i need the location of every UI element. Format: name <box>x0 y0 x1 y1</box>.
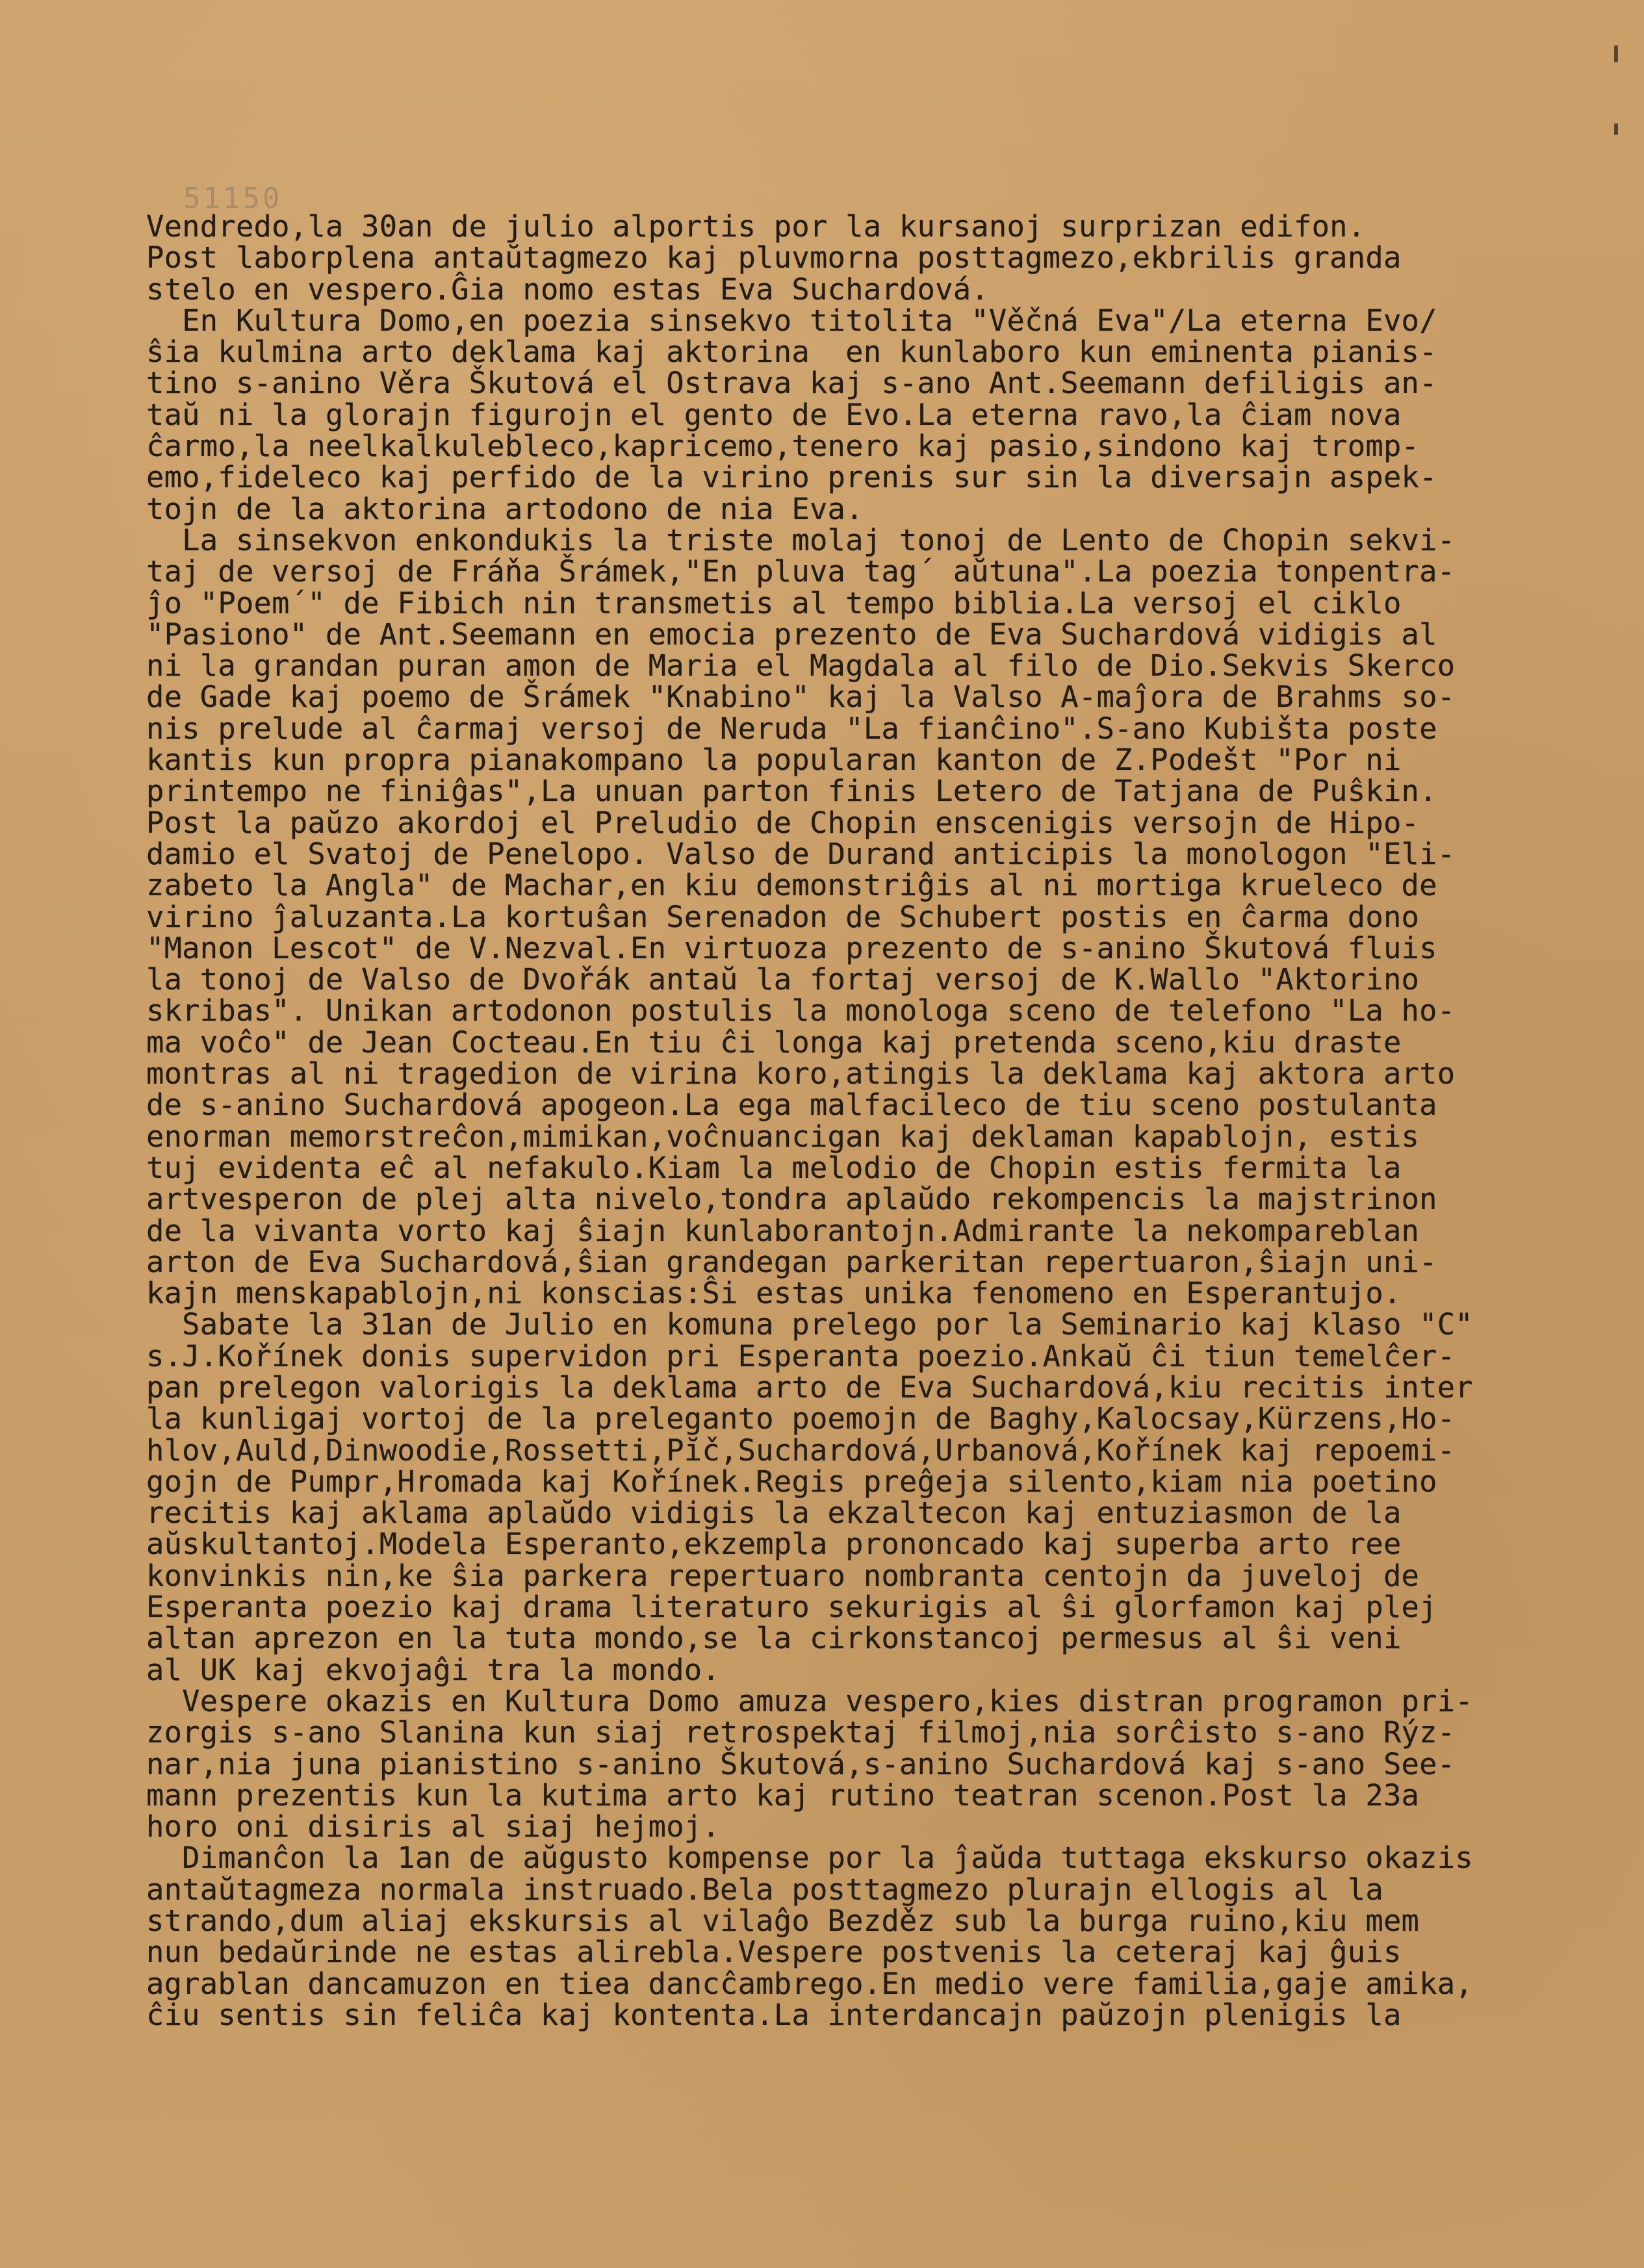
text-line: pan prelegon valorigis la deklama arto de Eva Suchardová,kiu recitis inter <box>146 1370 1473 1405</box>
text-line: ni la grandan puran amon de Maria el Magdala al filo de Dio.Sekvis Skerco <box>146 648 1456 683</box>
text-line: damio el Svatoj de Penelopo. Valso de Durand anticipis la monologon "Eli- <box>146 836 1456 871</box>
text-line: zabeto la Angla" de Machar,en kiu demonstriĝis al ni mortiga krueleco de <box>146 868 1437 903</box>
text-line: ĵo "Poem´" de Fibich nin transmetis al tempo biblia.La versoj el ciklo <box>146 585 1402 620</box>
text-line: Vespere okazis en Kultura Domo amuza vespero,kies distran programon pri- <box>146 1683 1473 1718</box>
text-line: Dimanĉon la 1an de aŭgusto kompense por la ĵaŭda tuttaga ekskurso okazis <box>146 1841 1473 1876</box>
text-line: nar,nia juna pianistino s-anino Škutová,s-anino Suchardová kaj s-ano See- <box>146 1746 1456 1781</box>
text-line: la kunligaj vortoj de la preleganto poemojn de Baghy,Kalocsay,Kürzens,Ho- <box>146 1401 1456 1436</box>
text-line: "Pasiono" de Ant.Seemann en emocia prezento de Eva Suchardová vidigis al <box>146 617 1437 652</box>
text-line: de s-anino Suchardová apogeon.La ega malfacileco de tiu sceno postulanta <box>146 1088 1437 1123</box>
text-line: de Gade kaj poemo de Šrámek "Knabino" kaj la Valso A-maĵora de Brahms so- <box>146 680 1456 715</box>
text-line: aŭskultantoj.Modela Esperanto,ekzempla prononcado kaj superba arto ree <box>146 1527 1402 1562</box>
text-line: Post la paŭzo akordoj el Preludio de Chopin enscenigis versojn de Hipo- <box>146 805 1420 840</box>
text-line: Sabate la 31an de Julio en komuna prelego por la Seminario kaj klaso "C" <box>146 1307 1473 1342</box>
text-line: strando,dum aliaj ekskursis al vilaĝo Bezděz sub la burga ruino,kiu mem <box>146 1904 1420 1939</box>
text-line: nun bedaŭrinde ne estas alirebla.Vespere postvenis la ceteraj kaj ĝuis <box>146 1935 1402 1970</box>
text-line: taŭ ni la glorajn figurojn el gento de Evo.La eterna ravo,la ĉiam nova <box>146 397 1402 432</box>
text-line: altan aprezon en la tuta mondo,se la cirkonstancoj permesus al ŝi veni <box>146 1621 1402 1656</box>
text-line: tuj evidenta eĉ al nefakulo.Kiam la melodio de Chopin estis fermita la <box>146 1150 1402 1185</box>
text-line: konvinkis nin,ke ŝia parkera repertuaro nombranta centojn da juveloj de <box>146 1558 1420 1593</box>
text-line: recitis kaj aklama aplaŭdo vidigis la ekzaltecon kaj entuziasmon de la <box>146 1496 1402 1531</box>
text-line: tojn de la aktorina artodono de nia Eva. <box>146 491 864 526</box>
text-line: montras al ni tragedion de virina koro,atingis la deklama kaj aktora arto <box>146 1056 1456 1091</box>
text-line: En Kultura Domo,en poezia sinsekvo titolita "Věčná Eva"/La eterna Evo/ <box>146 303 1437 338</box>
text-line: Post laborplena antaŭtagmezo kaj pluvmorna posttagmezo,ekbrilis granda <box>146 240 1402 275</box>
text-line: mann prezentis kun la kutima arto kaj rutino teatran scenon.Post la 23a <box>146 1777 1420 1813</box>
text-line: de la vivanta vorto kaj ŝiajn kunlaborantojn.Admirante la nekompareblan <box>146 1213 1420 1248</box>
text-line: printempo ne finiĝas",La unuan parton finis Letero de Tatjana de Puŝkin. <box>146 774 1437 809</box>
text-line: tino s-anino Věra Škutová el Ostrava kaj s-ano Ant.Seemann defiligis an- <box>146 366 1437 401</box>
text-line: taj de versoj de Fráňa Šrámek,"En pluva tag´ aŭtuna".La poezia tonpentra- <box>146 554 1456 589</box>
page-edge-mark <box>1614 45 1618 62</box>
text-line: "Manon Lescot" de V.Nezval.En virtuoza prezento de s-anino Škutová fluis <box>146 930 1437 965</box>
text-line: emo,fideleco kaj perfido de la virino prenis sur sin la diversajn aspek- <box>146 460 1437 495</box>
text-line: agrablan dancamuzon en tiea dancĉambrego.En medio vere familia,gaje amika, <box>146 1966 1473 2001</box>
typewritten-text-body <box>146 211 1550 2031</box>
text-line: enorman memorstreĉon,mimikan,voĉnuancigan kaj deklaman kapablojn, estis <box>146 1119 1420 1154</box>
text-line: nis prelude al ĉarmaj versoj de Neruda "La fianĉino".S-ano Kubišta poste <box>146 711 1437 746</box>
text-line: Esperanta poezio kaj drama literaturo sekurigis al ŝi glorfamon kaj plej <box>146 1590 1437 1625</box>
text-line: ŝia kulmina arto deklama kaj aktorina en kunlaboro kun eminenta pianis- <box>146 335 1437 370</box>
text-line: gojn de Pumpr,Hromada kaj Kořínek.Regis preĝeja silento,kiam nia poetino <box>146 1464 1437 1499</box>
text-line: kantis kun propra pianakompano la popularan kanton de Z.Podešt "Por ni <box>146 743 1402 778</box>
text-line: zorgis s-ano Slanina kun siaj retrospektaj filmoj,nia sorĉisto s-ano Rýz- <box>146 1715 1456 1750</box>
text-line: ĉarmo,la neelkalkulebleco,kapricemo,tenero kaj pasio,sindono kaj tromp- <box>146 429 1420 464</box>
text-line: La sinsekvon enkondukis la triste molaj tonoj de Lento de Chopin sekvi- <box>146 522 1456 557</box>
page-edge-mark <box>1614 123 1618 135</box>
text-line: kajn menskapablojn,ni konscias:Ŝi estas unika fenomeno en Esperantujo. <box>146 1276 1402 1311</box>
text-line: Vendredo,la 30an de julio alportis por la kursanoj surprizan edifon. <box>146 209 1366 244</box>
text-line: la tonoj de Valso de Dvořák antaŭ la fortaj versoj de K.Wallo "Aktorino <box>146 962 1420 997</box>
text-line: ĉiu sentis sin feliĉa kaj kontenta.La interdancajn paŭzojn plenigis la <box>146 1997 1402 2032</box>
text-line: horo oni disiris al siaj hejmoj. <box>146 1809 720 1844</box>
text-line: s.J.Kořínek donis supervidon pri Esperanta poezio.Ankaŭ ĉi tiun temelĉer- <box>146 1338 1456 1373</box>
text-line: skribas". Unikan artodonon postulis la monologa sceno de telefono "La ho- <box>146 993 1456 1028</box>
text-line: al UK kaj ekvojaĝi tra la mondo. <box>146 1652 720 1687</box>
text-line: hlov,Auld,Dinwoodie,Rossetti,Pĭč,Suchardová,Urbanová,Kořínek kaj repoemi- <box>146 1433 1456 1468</box>
text-line: stelo en vespero.Ĝia nomo estas Eva Suchardová. <box>146 272 989 307</box>
text-line: ma voĉo" de Jean Cocteau.En tiu ĉi longa kaj pretenda sceno,kiu draste <box>146 1025 1402 1060</box>
text-line: artvesperon de plej alta nivelo,tondra aplaŭdo rekompencis la majstrinon <box>146 1182 1437 1217</box>
faded-page-number: 51150 <box>183 182 283 215</box>
text-line: antaŭtagmeza normala instruado.Bela posttagmezo plurajn ellogis al la <box>146 1872 1383 1907</box>
text-line: virino ĵaluzanta.La kortuŝan Serenadon de Schubert postis en ĉarma dono <box>146 899 1420 934</box>
text-line: arton de Eva Suchardová,ŝian grandegan parkeritan repertuaron,ŝiajn uni- <box>146 1244 1437 1279</box>
